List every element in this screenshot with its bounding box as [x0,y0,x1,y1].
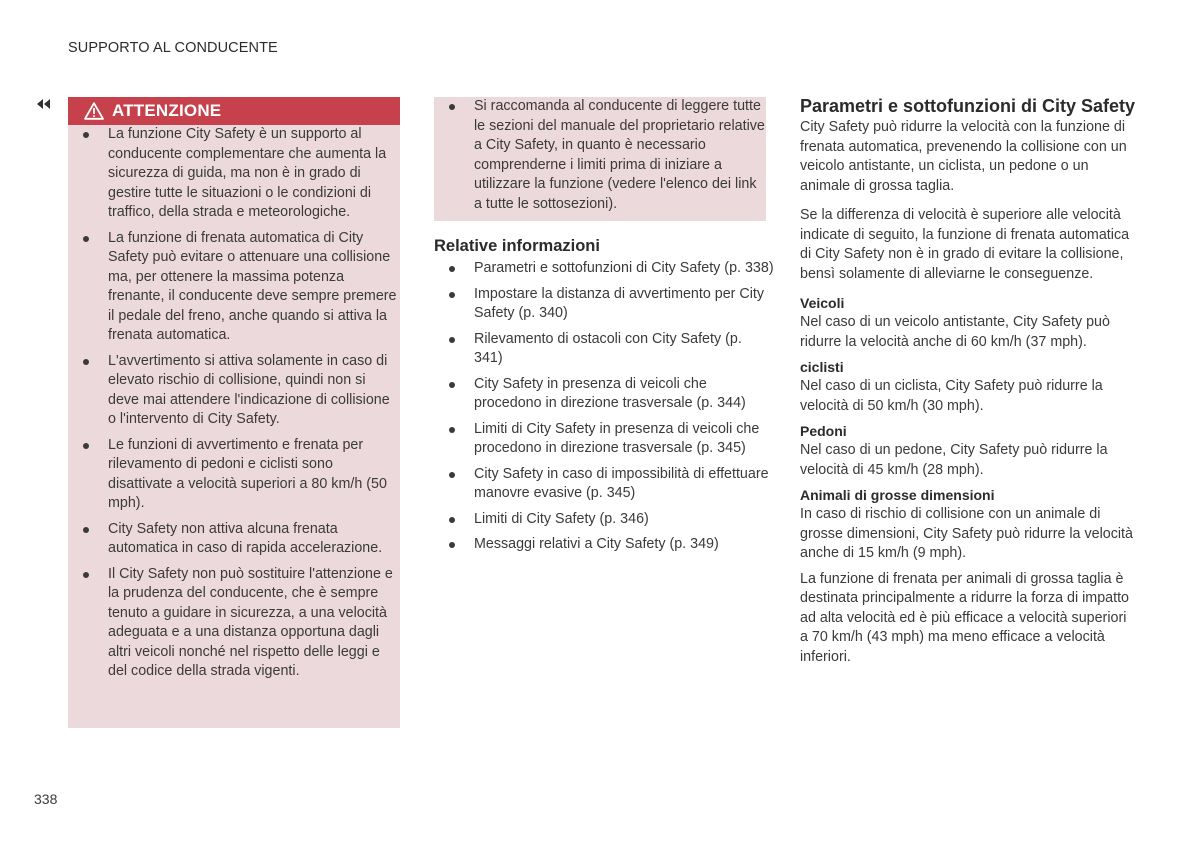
subsection-heading: Pedoni [800,423,847,439]
related-link[interactable]: City Safety in presenza di veicoli che procedono in direzione trasversale (p. 344) [434,375,774,414]
subsection-text: Nel caso di un pedone, City Safety può ridurre la velocità di 45 km/h (28 mph). [800,442,1108,478]
intro-paragraph: City Safety può ridurre la velocità con la funzione di frenata automatica, prevenendo la collisione con un veicolo antistante, un ciclista, un pedone o un animale di grossa taglia. [800,119,1127,194]
subsection-vehicles [800,294,1136,352]
warning-continuation-box [434,97,766,221]
warning-title: ATTENZIONE [112,101,222,120]
warning-continuation-list [434,97,766,214]
warning-item: Il City Safety non può sostituire l'attenzione e la prudenza del conducente, che è sempre tenuto a guidare in sicurezza, a una velocità adeguata e a una distanza opportuna dagli altri veicoli nonché nel rispetto delle leggi e del codice della strada vigenti. [68,565,400,682]
warning-header [68,97,400,125]
page-number: 338 [34,791,58,807]
related-link[interactable]: Impostare la distanza di avvertimento per City Safety (p. 340) [434,285,774,324]
warning-triangle-icon [84,102,104,120]
speed-difference-paragraph: Se la differenza di velocità è superiore alle velocità indicate di seguito, la funzione di frenata automatica di City Safety non è in grado di evitare la collisione, bensì solamente di alleviarne le conseguenze. [800,207,1130,282]
warning-item: La funzione City Safety è un supporto al conducente complementare che aumenta la sicurezza di guida, ma non è in grado di gestire tutte le situazioni o le condizioni di traffico, della strada e meteorologiche. [68,125,400,223]
page-header: SUPPORTO AL CONDUCENTE [68,40,278,56]
warning-list [68,125,400,682]
warning-item: Si raccomanda al conducente di leggere tutte le sezioni del manuale del proprietario relative a City Safety, in quanto è necessario comprenderne i limiti prima di iniziare a utilizzare la funzione (vedere l'elenco dei link a tutte le sottosezioni). [434,97,766,214]
warning-item: Le funzioni di avvertimento e frenata per rilevamento di pedoni e ciclisti sono disattivate a velocità superiori a 80 km/h (50 mph). [68,436,400,514]
double-chevron-left-icon[interactable] [36,97,52,111]
subsection-heading: ciclisti [800,359,844,375]
related-link[interactable]: City Safety in caso di impossibilità di effettuare manovre evasive (p. 345) [434,465,774,504]
subsection-cyclists [800,358,1136,416]
closing-paragraph: La funzione di frenata per animali di grossa taglia è destinata principalmente a ridurre la forza di impatto ad alta velocità ed è più efficace a velocità superiori a 70 km/h (43 mph) ma meno efficace a velocità inferiori. [800,570,1129,665]
subsection-heading: Animali di grosse dimensioni [800,487,995,503]
warning-item: City Safety non attiva alcuna frenata automatica in caso di rapida accelerazione. [68,520,400,559]
subsection-large-animals [800,486,1136,564]
warning-item: L'avvertimento si attiva solamente in caso di elevato rischio di collisione, quindi non si deve mai attendere l'indicazione di collisione o l'intervento di City Safety. [68,352,400,430]
related-link[interactable]: Limiti di City Safety (p. 346) [434,510,774,530]
section-title: Parametri e sottofunzioni di City Safety [800,96,1136,116]
subsection-text: Nel caso di un ciclista, City Safety può ridurre la velocità di 50 km/h (30 mph). [800,378,1103,414]
warning-item: La funzione di frenata automatica di City Safety può evitare o attenuare una collisione ma, per ottenere la massima potenza frenante, il conducente deve sempre premere il pedale del freno, anche quando si attiva la frenata automatica. [68,229,400,346]
warning-box [68,97,400,728]
subsection-heading: Veicoli [800,295,845,311]
subsection-pedestrians [800,422,1136,480]
subsection-text: In caso di rischio di collisione con un animale di grosse dimensioni, City Safety può ridurre la velocità anche di 15 km/h (9 mph). [800,506,1133,561]
related-info-list [434,259,774,561]
related-link[interactable]: Parametri e sottofunzioni di City Safety (p. 338) [434,259,774,279]
related-link[interactable]: Messaggi relativi a City Safety (p. 349) [434,535,774,555]
related-link[interactable]: Limiti di City Safety in presenza di veicoli che procedono in direzione trasversale (p. 345) [434,420,774,459]
related-info-title: Relative informazioni [434,237,600,255]
subsection-text: Nel caso di un veicolo antistante, City Safety può ridurre la velocità anche di 60 km/h (37 mph). [800,314,1110,350]
main-section [800,96,1136,677]
related-link[interactable]: Rilevamento di ostacoli con City Safety (p. 341) [434,330,774,369]
